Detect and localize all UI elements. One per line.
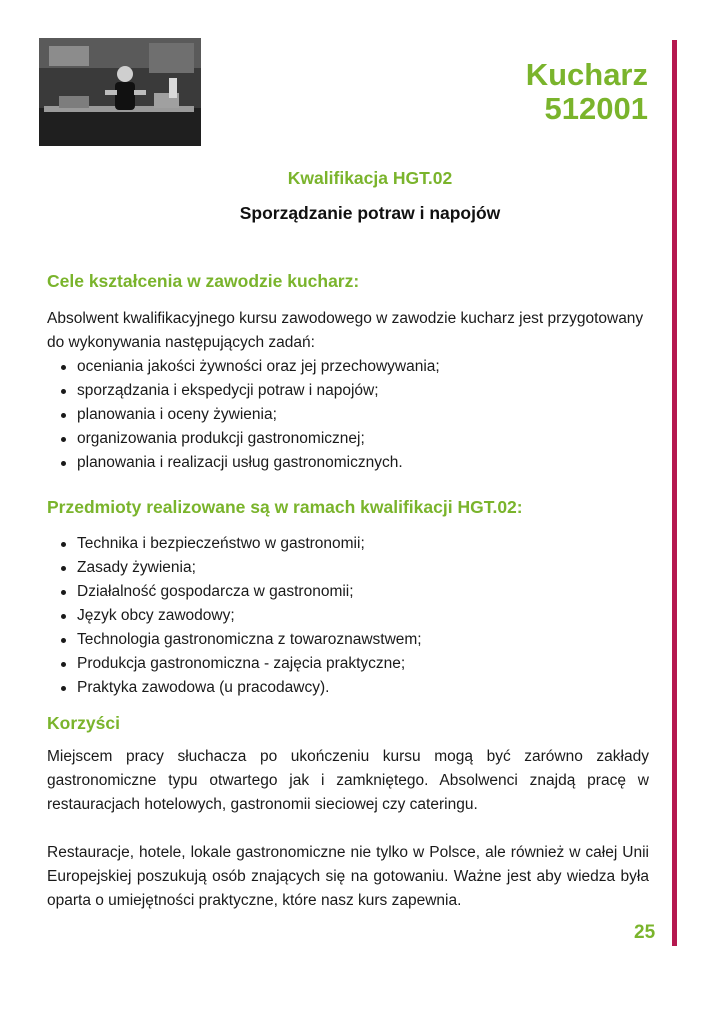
benefits-paragraph-1: Miejscem pracy słuchacza po ukończeniu kursu mogą być zarówno zakłady gastronomiczne typu otwartego jak i zamkniętego. Absolwenci znajdą pracę w restauracjach hotelowych, gastronomii sieciowej czy cateringu. — [47, 748, 649, 813]
list-item: Praktyka zawodowa (u pracodawcy). — [47, 676, 422, 700]
list-item: oceniania jakości żywności oraz jej przechowywania; — [47, 355, 440, 379]
list-item: Język obcy zawodowy; — [47, 604, 422, 628]
list-item: Technika i bezpieczeństwo w gastronomii; — [47, 532, 422, 556]
subjects-list — [47, 532, 422, 700]
page-title — [526, 58, 648, 126]
title-occupation: Kucharz — [525, 57, 648, 92]
subjects-heading: Przedmioty realizowane są w ramach kwalifikacji HGT.02: — [47, 497, 523, 517]
list-item: Technologia gastronomiczna z towaroznawstwem; — [47, 628, 422, 652]
list-item: organizowania produkcji gastronomicznej; — [47, 427, 440, 451]
goals-intro: Absolwent kwalifikacyjnego kursu zawodowego w zawodzie kucharz jest przygotowany do wykonywania następujących zadań: — [47, 310, 644, 351]
list-item: Działalność gospodarcza w gastronomii; — [47, 580, 422, 604]
list-item: Zasady żywienia; — [47, 556, 422, 580]
goals-list — [47, 355, 440, 475]
page-number: 25 — [634, 922, 656, 943]
list-item: planowania i oceny żywienia; — [47, 403, 440, 427]
goals-heading: Cele kształcenia w zawodzie kucharz: — [47, 271, 360, 291]
list-item: Produkcja gastronomiczna - zajęcia praktyczne; — [47, 652, 422, 676]
title-code: 512001 — [544, 91, 648, 126]
chef-photo — [39, 38, 201, 146]
list-item: planowania i realizacji usług gastronomicznych. — [47, 451, 440, 475]
qualification-name: Sporządzanie potraw i napojów — [239, 203, 501, 223]
list-item: sporządzania i ekspedycji potraw i napojów; — [47, 379, 440, 403]
benefits-heading: Korzyści — [47, 713, 120, 733]
qualification-code: Kwalifikacja HGT.02 — [287, 168, 453, 188]
chef-in-kitchen-icon — [39, 38, 201, 146]
benefits-paragraph-2: Restauracje, hotele, lokale gastronomiczne nie tylko w Polsce, ale również w całej Unii Europejskiej poszukują osób znających się na gotowaniu. Ważne jest aby wiedza była oparta o umiejętności praktyczne, które nasz kurs zapewnia. — [47, 844, 649, 909]
